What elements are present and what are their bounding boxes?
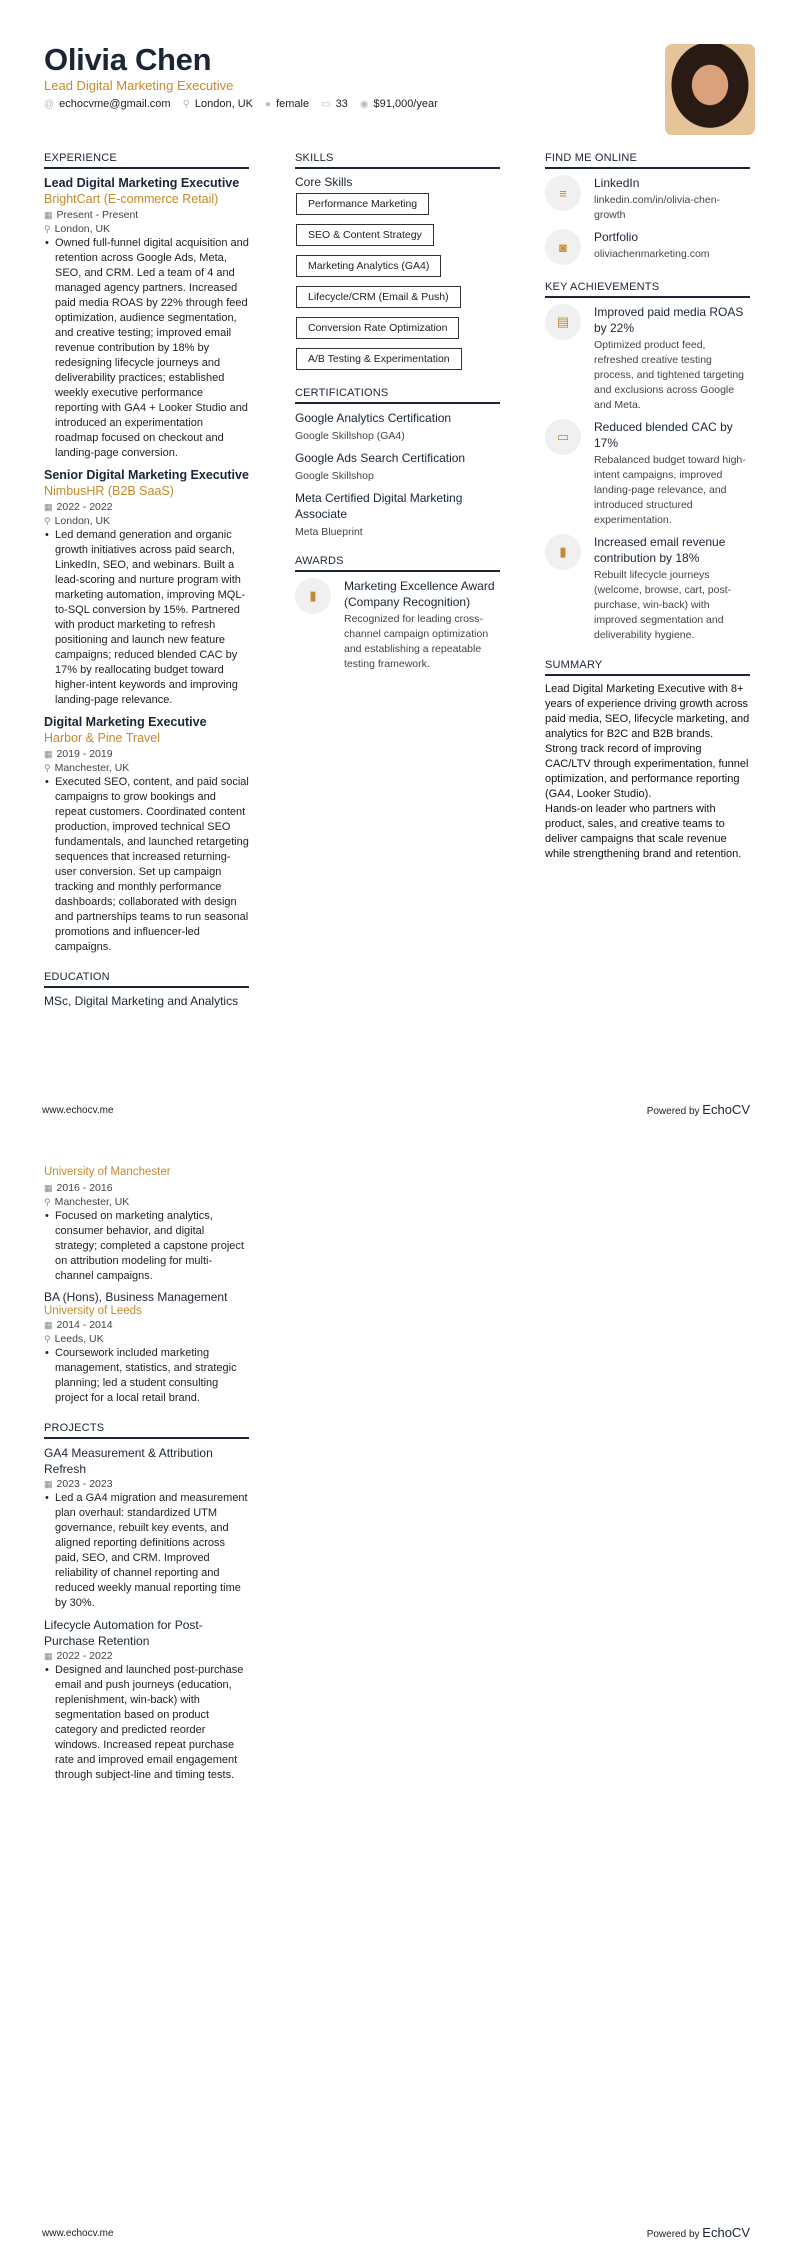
brand-logo[interactable]: EchoCV xyxy=(702,1102,750,1117)
dates: 2022 - 2022 xyxy=(56,501,113,513)
project-title: GA4 Measurement & Attribution Refresh xyxy=(44,1446,213,1476)
cert-issuer: Google Skillshop (GA4) xyxy=(295,430,405,442)
job-entry xyxy=(44,175,249,461)
company: Harbor & Pine Travel xyxy=(44,731,161,745)
brand-logo[interactable]: EchoCV xyxy=(702,2225,750,2240)
summary-para: Lead Digital Marketing Executive with 8+ years of experience driving growth across paid media, SEO, lifecycle marketing, and analytics for B2C and B2B brands. xyxy=(545,683,750,740)
skill-tag: SEO & Content Strategy xyxy=(296,224,434,246)
footer-powered xyxy=(647,2225,750,2240)
contact-bar xyxy=(44,98,438,110)
monitor-icon: ▭ xyxy=(545,419,581,455)
achievement-desc: Optimized product feed, refreshed creative testing process, and tightened targeting and exclusions across Google and Meta. xyxy=(594,339,745,411)
degree: BA (Hons), Business Management xyxy=(44,1290,228,1304)
calendar-icon: ▦ xyxy=(44,1183,53,1193)
calendar-icon: ▦ xyxy=(44,749,53,759)
left-column xyxy=(44,152,249,1012)
right-column xyxy=(545,152,750,862)
file-icon: ▮ xyxy=(545,534,581,570)
section-projects: PROJECTS xyxy=(44,1422,249,1439)
cert-issuer: Google Skillshop xyxy=(295,470,374,482)
skill-group: Core Skills xyxy=(295,175,353,189)
location-icon: ⚲ xyxy=(44,1334,51,1344)
calendar-icon: ▦ xyxy=(44,1320,53,1330)
award-desc: Recognized for leading cross-channel campaign optimization and establishing a repeatable testing framework. xyxy=(344,613,489,670)
job-title: Senior Digital Marketing Executive xyxy=(44,468,249,482)
linkedin-icon: ≡ xyxy=(545,175,581,211)
project-entry xyxy=(44,1445,249,1611)
candidate-name: Olivia Chen xyxy=(44,42,212,77)
calendar-icon: ▭ xyxy=(321,99,331,110)
location: London, UK xyxy=(194,98,254,110)
calendar-icon: ▦ xyxy=(44,502,53,512)
achievement-desc: Rebalanced budget toward high-intent campaigns, improved landing-page relevance, and introduced structured experimentation. xyxy=(594,454,746,526)
cert-issuer: Meta Blueprint xyxy=(295,526,363,538)
skill-tag: A/B Testing & Experimentation xyxy=(296,348,462,370)
dates: 2019 - 2019 xyxy=(56,748,113,760)
location-icon: ⚲ xyxy=(182,99,190,110)
summary-para: Hands-on leader who partners with product, sales, and creative teams to deliver campaigns that scale revenue while strengthening brand and retention. xyxy=(545,803,742,860)
degree: MSc, Digital Marketing and Analytics xyxy=(44,994,239,1008)
achievement-title: Improved paid media ROAS by 22% xyxy=(594,305,744,335)
dates: 2016 - 2016 xyxy=(56,1182,113,1194)
cert-name: Google Ads Search Certification xyxy=(295,451,466,465)
job-location: Manchester, UK xyxy=(54,762,130,774)
achievement-desc: Rebuilt lifecycle journeys (welcome, browse, cart, post-purchase, win-back) with improved segmentation and deliverability hygiene. xyxy=(594,569,732,641)
job-location: London, UK xyxy=(54,223,111,235)
document-icon: ▮ xyxy=(295,578,331,614)
achievement-title: Reduced blended CAC by 17% xyxy=(594,420,733,450)
calendar-icon: ▦ xyxy=(44,1651,53,1661)
dates: 2014 - 2014 xyxy=(56,1319,113,1331)
award-item xyxy=(295,578,500,672)
section-achievements: KEY ACHIEVEMENTS xyxy=(545,281,750,298)
person-icon: ● xyxy=(265,99,272,110)
store-icon: ▤ xyxy=(545,304,581,340)
left-column-page2 xyxy=(44,1164,249,1789)
location-icon: ⚲ xyxy=(44,1197,51,1207)
link-url[interactable]: oliviachenmarketing.com xyxy=(594,248,710,260)
location-icon: ⚲ xyxy=(44,516,51,526)
job-location: London, UK xyxy=(54,515,111,527)
location-icon: ⚲ xyxy=(44,763,51,773)
link-label: LinkedIn xyxy=(594,176,640,190)
skill-tag: Conversion Rate Optimization xyxy=(296,317,459,339)
job-title: Digital Marketing Executive xyxy=(44,715,207,729)
email[interactable]: echocvme@gmail.com xyxy=(59,98,171,110)
achievement-item xyxy=(545,304,750,413)
job-entry xyxy=(44,467,249,708)
company: BrightCart (E-commerce Retail) xyxy=(44,192,219,206)
achievement-item xyxy=(545,419,750,528)
powered-label: Powered by xyxy=(646,2229,700,2240)
edu-location: Manchester, UK xyxy=(54,1196,130,1208)
powered-label: Powered by xyxy=(646,1106,700,1117)
dates: 2023 - 2023 xyxy=(56,1478,113,1490)
achievement-title: Increased email revenue contribution by 18% xyxy=(594,535,726,565)
section-summary: SUMMARY xyxy=(545,659,750,676)
calendar-icon: ▦ xyxy=(44,210,53,220)
cert-name: Meta Certified Digital Marketing Associate xyxy=(295,491,463,521)
job-bullet: • Executed SEO, content, and paid social campaigns to grow bookings and repeat customers. Coordinated content production, improved technical SEO fundamentals, and launched retargeting sequences that increased returning-user conversion. Set up campaign tracking and monthly performance dashboards; collaborated with design and partnerships teams to run seasonal promotions and influencer-led campaigns. xyxy=(44,775,249,955)
salary: $91,000/year xyxy=(373,98,438,110)
job-entry xyxy=(44,714,249,955)
middle-column xyxy=(295,152,500,678)
link-url[interactable]: linkedin.com/in/olivia-chen-growth xyxy=(594,194,721,221)
link-item[interactable] xyxy=(545,229,750,265)
email-icon: @ xyxy=(44,99,55,110)
edu-bullet: • Focused on marketing analytics, consumer behavior, and digital strategy; completed a capstone project on attribution modeling for multi-channel campaigns. xyxy=(44,1209,249,1284)
school: University of Manchester xyxy=(44,1166,171,1178)
award-title: Marketing Excellence Award (Company Recognition) xyxy=(344,579,495,609)
skill-tag: Performance Marketing xyxy=(296,193,429,215)
gender: female xyxy=(276,98,310,110)
project-bullet: • Led a GA4 migration and measurement plan overhaul: standardized UTM governance, rebuilt key events, and aligned reporting definitions across paid, SEO, and CRM. Improved reliability of channel reporting and reduced weekly manual reporting time by 30%. xyxy=(44,1491,249,1611)
location-icon: ⚲ xyxy=(44,224,51,234)
company: NimbusHR (B2B SaaS) xyxy=(44,484,174,498)
achievement-item xyxy=(545,534,750,643)
link-label: Portfolio xyxy=(594,230,639,244)
job-bullet: • Led demand generation and organic growth initiatives across paid search, LinkedIn, SEO, and webinars. Built a lead-scoring and nurture program with marketing automation, improving MQL-to-SQL conversion by 15%. Partnered with product marketing to refresh positioning and launch new feature campaigns; reduced blended CAC by 17% by reallocating budget toward higher-intent keywords and improving landing-page relevance. xyxy=(44,528,249,708)
skill-list xyxy=(295,193,500,379)
project-bullet: • Designed and launched post-purchase email and push journeys (education, replenishment, win-back) with segmentation based on product category and predicted reorder windows. Increased repeat purchase rate and improved email engagement through subject-line and timing tests. xyxy=(44,1663,249,1783)
age: 33 xyxy=(335,98,348,110)
job-title: Lead Digital Marketing Executive xyxy=(44,176,240,190)
section-experience: EXPERIENCE xyxy=(44,152,249,169)
section-skills: SKILLS xyxy=(295,152,500,169)
skill-tag: Marketing Analytics (GA4) xyxy=(296,255,441,277)
dates: Present - Present xyxy=(56,209,139,221)
dates: 2022 - 2022 xyxy=(56,1650,113,1662)
calendar-icon: ▦ xyxy=(44,1479,53,1489)
section-education: EDUCATION xyxy=(44,971,249,988)
money-icon: ◉ xyxy=(359,99,369,110)
edu-location: Leeds, UK xyxy=(54,1333,104,1345)
footer-site[interactable]: www.echocv.me xyxy=(42,1105,114,1116)
section-online: FIND ME ONLINE xyxy=(545,152,750,169)
link-item[interactable] xyxy=(545,175,750,223)
footer-powered xyxy=(647,1102,750,1117)
footer-site[interactable]: www.echocv.me xyxy=(42,2228,114,2239)
school: University of Leeds xyxy=(44,1305,142,1317)
section-awards: AWARDS xyxy=(295,555,500,572)
cert-name: Google Analytics Certification xyxy=(295,411,452,425)
job-bullet: • Owned full-funnel digital acquisition and retention across Google Ads, Meta, SEO, and CRM. Led a team of 4 and managed agency partners. Increased paid media ROAS by 22% through feed optimization, audience segmentation, and creative testing; improved email revenue contribution by 18% by redesigning lifecycle journeys and deliverability practices; established weekly executive performance reporting with GA4 + Looker Studio and introduced an experimentation roadmap focused on checkout and landing-page conversion. xyxy=(44,236,249,461)
summary-para: Strong track record of improving CAC/LTV through experimentation, funnel optimization, and performance reporting (GA4, Looker Studio). xyxy=(545,743,749,800)
camera-icon: ◙ xyxy=(545,229,581,265)
skill-tag: Lifecycle/CRM (Email & Push) xyxy=(296,286,461,308)
profile-photo xyxy=(665,44,755,135)
project-title: Lifecycle Automation for Post-Purchase Retention xyxy=(44,1618,203,1648)
candidate-title: Lead Digital Marketing Executive xyxy=(44,78,234,93)
section-certifications: CERTIFICATIONS xyxy=(295,387,500,404)
project-entry xyxy=(44,1617,249,1783)
edu-bullet: • Coursework included marketing management, statistics, and strategic planning; led a student consulting project for a local retail brand. xyxy=(44,1346,249,1406)
